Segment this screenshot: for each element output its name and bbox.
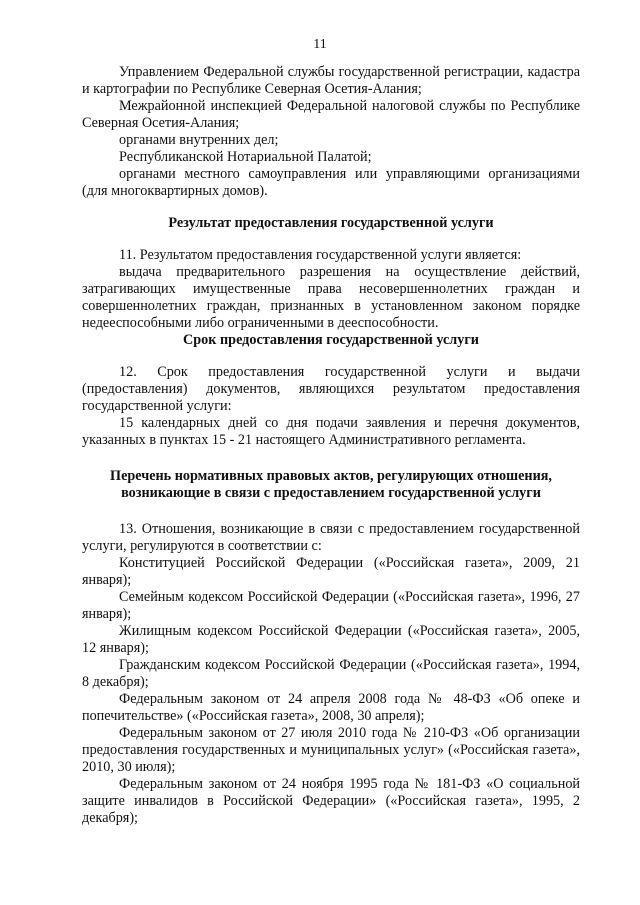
authority-list-item: органами внутренних дел; <box>119 132 279 148</box>
paragraph: 13. Отношения, возникающие в связи с предоставлением государственной услуги, регулируются в соответствии с: <box>82 521 580 554</box>
paragraph: 15 календарных дней со дня подачи заявления и перечня документов, указанных в пунктах 15 - 21 настоящего Административного регламента. <box>82 415 580 448</box>
legal-act-item: Гражданским кодексом Российской Федерации («Российская газета», 1994, 8 декабря); <box>82 657 580 690</box>
legal-act-item: Конституцией Российской Федерации («Российская газета», 2009, 21 января); <box>82 555 580 588</box>
paragraph: выдача предварительного разрешения на осуществление действий, затрагивающих имущественные права несовершеннолетних граждан и совершеннолетних граждан, признанных в установленном законом порядке недееспособными либо ограниченными в дееспособности. <box>82 264 580 331</box>
paragraph: 11. Результатом предоставления государственной услуги является: <box>119 247 522 263</box>
legal-act-item: Федеральным законом от 27 июля 2010 года № 210-ФЗ «Об организации предоставления государственных и муниципальных услуг» («Российская газета», 2010, 30 июля); <box>82 725 580 775</box>
authority-list-item: органами местного самоуправления или управляющими организациями (для многоквартирных домов). <box>82 166 580 199</box>
section-heading-acts-line1: Перечень нормативных правовых актов, регулирующих отношения, <box>110 468 552 484</box>
paragraph: 12. Срок предоставления государственной услуги и выдачи (предоставления) документов, являющихся результатом предоставления государственной услуги: <box>82 364 580 414</box>
section-heading-acts-line2: возникающие в связи с предоставлением государственной услуги <box>121 485 541 501</box>
legal-act-item: Семейным кодексом Российской Федерации («Российская газета», 1996, 27 января); <box>82 589 580 622</box>
legal-act-item: Жилищным кодексом Российской Федерации («Российская газета», 2005, 12 января); <box>82 623 580 656</box>
legal-act-item: Федеральным законом от 24 апреля 2008 года № 48-ФЗ «Об опеке и попечительстве» («Российская газета», 2008, 30 апреля); <box>82 691 580 724</box>
document-body <box>82 64 580 827</box>
authority-list-item: Межрайонной инспекцией Федеральной налоговой службы по Республике Северная Осетия-Алания; <box>82 98 580 131</box>
page-number: 11 <box>313 37 327 52</box>
section-heading-result: Результат предоставления государственной услуги <box>168 215 494 231</box>
authority-list-item: Республиканской Нотариальной Палатой; <box>119 149 372 165</box>
authority-list-item: Управлением Федеральной службы государственной регистрации, кадастра и картографии по Республике Северная Осетия-Алания; <box>82 64 580 97</box>
legal-act-item: Федеральным законом от 24 ноября 1995 года № 181-ФЗ «О социальной защите инвалидов в Российской Федерации» («Российская газета», 1995, 2 декабря); <box>82 776 580 826</box>
section-heading-term: Срок предоставления государственной услуги <box>183 332 479 348</box>
